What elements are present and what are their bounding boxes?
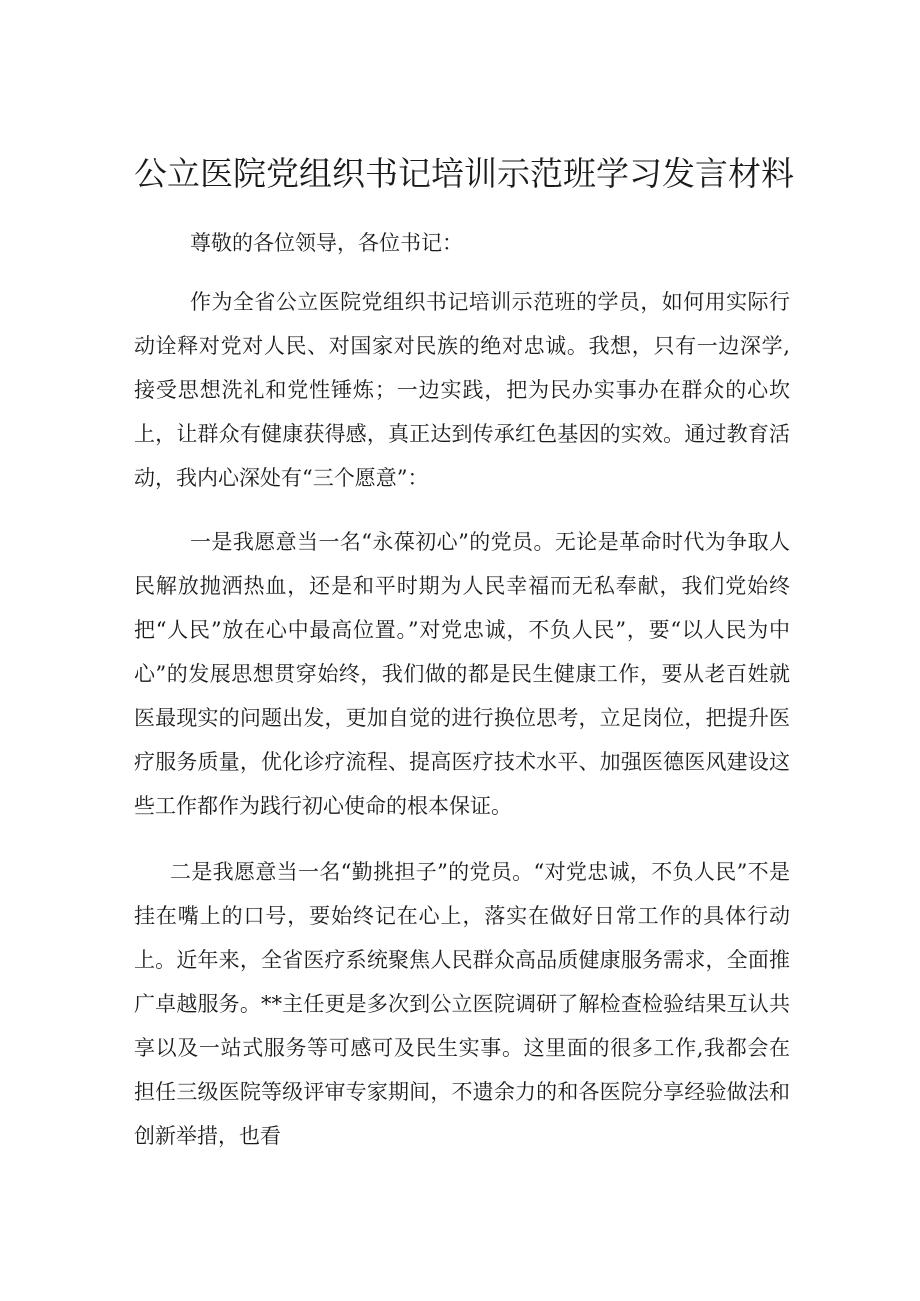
paragraph-second-willing: 二是我愿意当一名“勤挑担子”的党员。“对党忠诚，不负人民”不是挂在嘴上的口号，要始终记在心上，落实在做好日常工作的具体行动上。近年来，全省医疗系统聚焦人民群众高品质健康服务需求，全面推广卓越服务。**主任更是多次到公立医院调研了解检查检验结果互认共享以及一站式服务等可感可及民生实事。这里面的很多工作,我都会在担任三级医院等级评审专家期间，不遗余力的和各医院分享经验做法和创新举措，也看	[134, 860, 790, 1148]
paragraph-intro: 作为全省公立医院党组织书记培训示范班的学员，如何用实际行动诠释对党对人民、对国家对民族的绝对忠诚。我想，只有一边深学,接受思想洗礼和党性锤炼；一边实践，把为民办实事办在群众的心坎上，让群众有健康获得感，真正达到传承红色基因的实效。通过教育活动，我内心深处有“三个愿意”：	[134, 290, 790, 490]
paragraph-first-willing: 一是我愿意当一名“永葆初心”的党员。无论是革命时代为争取人民解放抛洒热血，还是和平时期为人民幸福而无私奉献，我们党始终把“人民”放在心中最高位置。”对党忠诚，不负人民”，要“以人民为中心”的发展思想贯穿始终，我们做的都是民生健康工作，要从老百姓就医最现实的问题出发，更加自觉的进行换位思考，立足岗位，把提升医疗服务质量，优化诊疗流程、提高医疗技术水平、加强医德医风建设这些工作都作为践行初心使命的根本保证。	[134, 530, 790, 818]
greeting-line: 尊敬的各位领导，各位书记：	[190, 231, 463, 255]
document-title: 公立医院党组织书记培训示范班学习发言材料	[134, 154, 794, 193]
